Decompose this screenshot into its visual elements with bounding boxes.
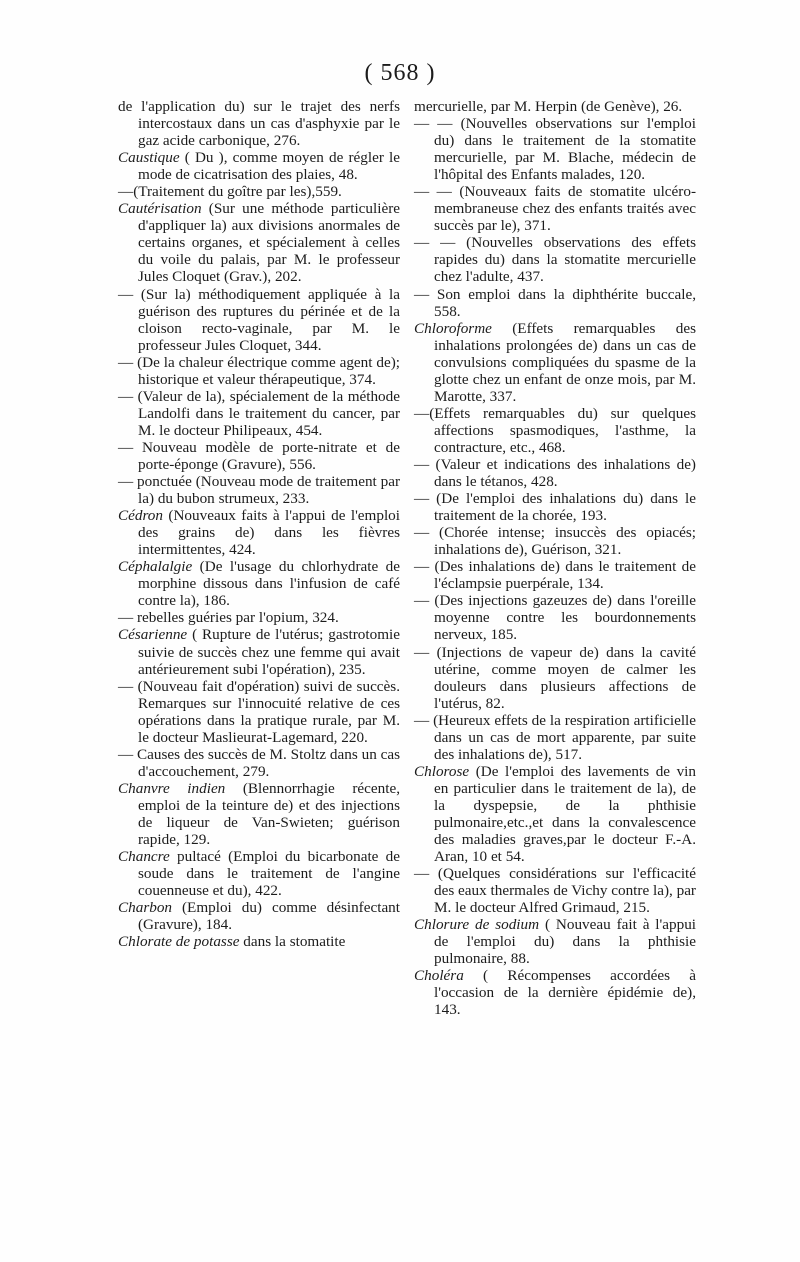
index-entry [118,899,400,933]
index-entry [118,933,400,950]
index-entry-text: ( Nouveau fait à l'appui de l'emploi du) dans la phthisie pulmonaire, 88. [434,916,697,968]
index-entry-text: — (De la chaleur électrique comme agent de); historique et valeur thérapeutique, 374. [118,353,400,388]
index-entry-text: (Sur une méthode particulière d'appliquer la) aux divisions anormales de certains organes, et spécialement à celles du voile du palais, par M. le professeur Jules Cloquet (Grav.), 202. [138,200,400,286]
index-entry-text: pultacé (Emploi du bicarbonate de soude dans le traitement de l'angine couenneuse et du), 422. [138,848,400,900]
index-entry [118,473,400,507]
index-entry-text: mercurielle, par M. Herpin (de Genève), 26. [414,98,683,115]
index-entry-text: (Emploi du) comme désinfectant (Gravure), 184. [138,899,400,934]
index-term: Cédron [118,507,163,525]
index-term: Charbon [118,899,173,917]
index-entry [118,183,400,200]
index-entry-text: — (Quelques considérations sur l'efficacité des eaux thermales de Vichy contre la), par M. le docteur Alfred Grimaud, 215. [414,865,696,917]
index-entry-text: — (Des inhalations de) dans le traitement de l'éclampsie puerpérale, 134. [414,558,696,593]
index-entry-text: — (Heureux effets de la respiration artificielle dans un cas de mort apparente, par suite des inhalations de), 517. [414,711,696,763]
index-term: Chlorure de sodium [414,916,540,934]
index-entry-text: — Nouveau modèle de porte-nitrate et de porte-éponge (Gravure), 556. [118,438,400,473]
index-entry [118,780,400,848]
index-entry [118,388,400,439]
index-term: Choléra [414,967,464,985]
index-entry-text: — (Des injections gazeuzes de) dans l'oreille moyenne contre les bourdonnements nerveux, 185. [414,592,696,644]
right-column [414,98,696,1019]
index-entry [414,524,696,558]
page-number: ( 568 ) [364,60,436,86]
index-entry [118,609,400,626]
index-term: Césarienne [118,626,188,644]
index-entry [414,456,696,490]
index-entry [414,405,696,456]
index-entry-text: ( Récompenses accordées à l'occasion de la dernière épidémie de), 143. [434,967,696,1019]
index-entry-text: — ponctuée (Nouveau mode de traitement par la) du bubon strumeux, 233. [118,473,400,508]
index-entry-text: (Blennorrhagie récente, emploi de la teinture de) et des injections de liqueur de Van-Swieten; guérison rapide, 129. [138,779,400,849]
index-entry [414,644,696,712]
index-entry [414,115,696,183]
index-entry [414,183,696,234]
index-entry [118,558,400,609]
index-entry [118,439,400,473]
index-entry [414,916,696,967]
index-entry [414,763,696,865]
index-entry [118,626,400,677]
index-entry-text: —(Traitement du goître par les),559. [118,183,342,201]
index-entry [118,286,400,354]
index-entry-text: de l'application du) sur le trajet des nerfs intercostaux dans un cas d'asphyxie par le gaz acide carbonique, 276. [118,98,400,150]
index-entry-text: — (De l'emploi des inhalations du) dans le traitement de la chorée, 193. [414,490,696,525]
index-entry [414,98,696,115]
index-entry-text: — (Injections de vapeur de) dans la cavité utérine, comme moyen de calmer les douleurs dans plusieurs affections de l'utérus, 82. [414,643,696,712]
index-entry [414,286,696,320]
index-entry-text: ( Rupture de l'utérus; gastrotomie suivie de succès chez une femme qui avait antérieurement subi l'opération), 235. [138,626,400,678]
index-entry [118,200,400,285]
index-entry [118,848,400,899]
index-entry [118,354,400,388]
index-entry [414,490,696,524]
index-entry-text: ( Du ), comme moyen de régler le mode de cicatrisation des plaies, 48. [138,149,400,184]
index-entry-text: — (Sur la) méthodiquement appliquée à la guérison des ruptures du périnée et de la cloison recto-vaginale, par M. le professeur Jules Cloquet, 344. [118,285,400,354]
index-entry-text: — (Chorée intense; insuccès des opiacés; inhalations de), Guérison, 321. [414,524,696,559]
index-term: Chloroforme [414,319,492,337]
index-entry [118,98,400,149]
index-entry [414,558,696,592]
index-entry-text: — (Nouveau fait d'opération) suivi de succès. Remarques sur l'innocuité relative de ces opérations dans la pratique rurale, par M. le docteur Maslieurat-Lagemard, 220. [118,677,400,746]
index-entry-text: (Effets remarquables des inhalations prolongées de) dans un cas de convulsions compliquées du spasme de la glotte chez un enfant de onze mois, par M. Marotte, 337. [434,319,696,405]
index-term: Cautérisation [118,200,202,218]
index-term: Chlorose [414,762,470,780]
index-entry [414,967,696,1018]
index-entry-text: — Causes des succès de M. Stoltz dans un cas d'accouchement, 279. [118,745,400,780]
index-entry [414,592,696,643]
index-entry [414,320,696,405]
index-entry-text: — (Valeur de la), spécialement de la méthode Landolfi dans le traitement du cancer, par M. le docteur Philipeaux, 454. [118,387,400,439]
index-term: Chlorate de potasse [118,933,240,951]
index-entry [118,746,400,780]
index-entry [118,149,400,183]
left-column [118,98,400,950]
index-entry-text: (De l'usage du chlorhydrate de morphine dissous dans l'infusion de café contre la), 186. [138,558,400,610]
index-entry-text: — — (Nouveaux faits de stomatite ulcéro-membraneuse chez des enfants traités avec succès par le), 371. [414,183,696,235]
index-entry-text: (De l'emploi des lavements de vin en particulier dans le traitement de la), de la dyspepsie, de la phthisie pulmonaire,etc.,et dans la convalescence des maladies graves,par le docteur F.-A. Aran, 10 et 54. [434,762,696,866]
index-entry [414,234,696,285]
index-entry-text: — rebelles guéries par l'opium, 324. [118,609,339,627]
index-term: Chancre [118,848,170,866]
index-entry-text: — Son emploi dans la diphthérite buccale, 558. [414,285,696,320]
index-entry-text: — — (Nouvelles observations sur l'emploi du) dans le traitement de la stomatite mercurielle, par M. Blache, médecin de l'hôpital des Enfants malades, 120. [414,115,696,184]
index-entry [118,507,400,558]
index-entry-text: — — (Nouvelles observations des effets rapides du) dans la stomatite mercurielle chez l'adulte, 437. [414,234,696,286]
index-entry-text: (Nouveaux faits à l'appui de l'emploi des grains de) dans les fièvres intermittentes, 424. [138,507,400,559]
index-entry-text: — (Valeur et indications des inhalations de) dans le tétanos, 428. [414,455,696,491]
index-entry [414,865,696,916]
index-entry-text: —(Effets remarquables du) sur quelques affections spasmodiques, l'asthme, la contracture, etc., 468. [414,404,696,456]
index-entry [414,712,696,763]
index-entry-text: dans la stomatite [239,933,346,951]
index-term: Chanvre indien [118,779,226,797]
index-entry [118,678,400,746]
index-term: Céphalalgie [118,558,193,576]
index-term: Caustique [118,149,180,167]
